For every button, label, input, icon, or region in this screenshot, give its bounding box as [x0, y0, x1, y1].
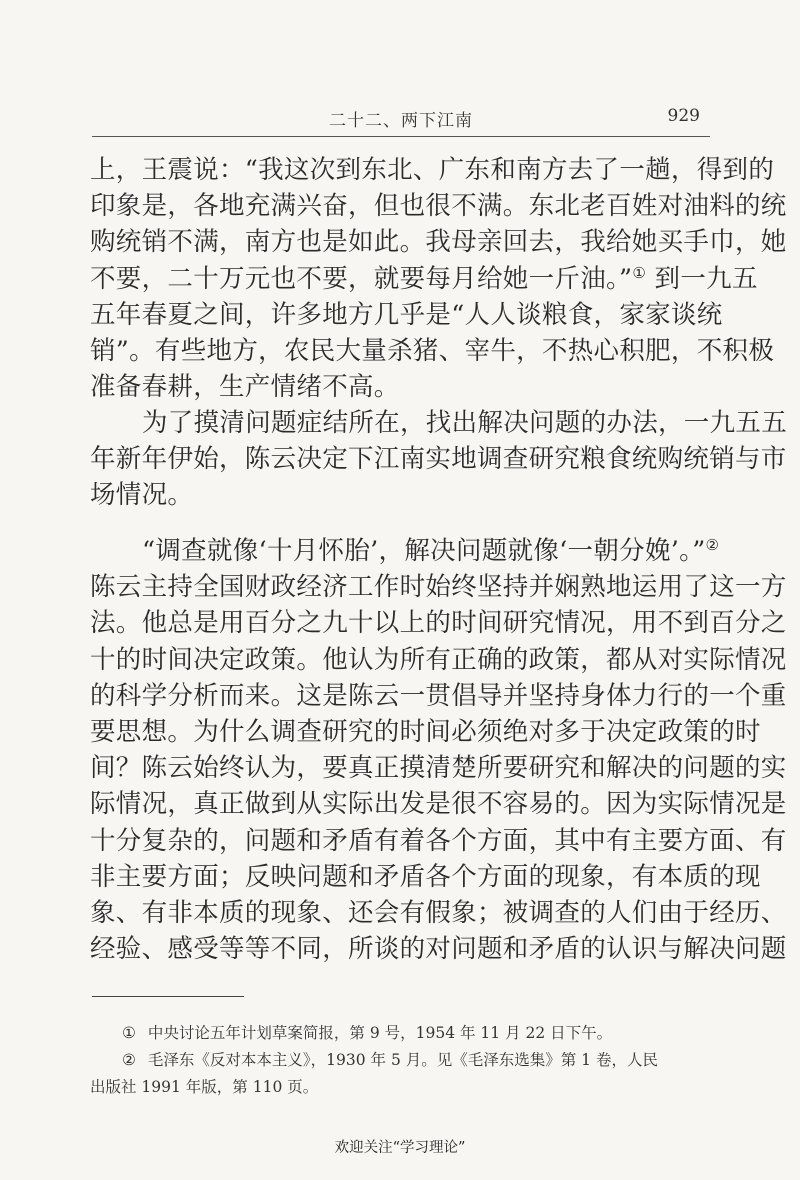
text-line: 五年春夏之间，许多地方几乎是“人人谈粮食，家家谈统 [90, 299, 723, 330]
text-line: 准备春耕，生产情绪不高。 [90, 372, 400, 403]
footnote-2 [90, 1047, 714, 1074]
paragraph-1 [90, 152, 787, 405]
footnote-1 [90, 1020, 714, 1047]
footnote-ref-1: ① [632, 263, 647, 282]
text-line: 陈云主持全国财政经济工作时始终坚持并娴熟地运用了这一方 [90, 572, 787, 603]
footnote-ref-2: ② [705, 536, 720, 554]
text-line: 印象是，各地充满兴奋，但也很不满。东北老百姓对油料的统 [90, 191, 787, 222]
footnote-divider [92, 996, 244, 997]
text-line: 际情况，真正做到从实际出发是很不容易的。因为实际情况是 [90, 789, 787, 820]
text-segment: “调查就像‘十月怀胎’，解决问题就像‘一朝分娩’。” [142, 536, 706, 566]
text-line: 为了摸清问题症结所在，找出解决问题的办法，一九五五 [142, 408, 788, 438]
text-line-with-note [90, 533, 720, 569]
text-line: 销”。有些地方，农民大量杀猪、宰牛，不热心积肥，不积极 [90, 336, 775, 367]
footnote-mark: ① [122, 1024, 136, 1042]
watermark-caption: 欢迎关注“学习理论” [334, 1140, 466, 1156]
footnote-text: 中央讨论五年计划草案简报，第 9 号，1954 年 11 月 22 日下午。 [147, 1024, 613, 1042]
footnotes [90, 1020, 714, 1101]
text-line: 经验、感受等等不同，所谈的对问题和矛盾的认识与解决问题 [90, 934, 787, 965]
footnote-mark: ② [122, 1051, 136, 1069]
paragraph-2 [90, 405, 788, 514]
footnote-2-continuation: 出版社 1991 年版，第 110 页。 [90, 1078, 319, 1096]
text-line: 场情况。 [90, 480, 194, 511]
paragraph-3 [90, 533, 787, 967]
text-line: 间？陈云始终认为，要真正摸清楚所要研究和解决的问题的实 [90, 753, 787, 784]
running-header [92, 104, 710, 137]
text-line: 要思想。为什么调查研究的时间必须绝对多于决定政策的时 [90, 717, 761, 748]
text-line: 十分复杂的，问题和矛盾有着各个方面，其中有主要方面、有 [90, 825, 787, 856]
page-number: 929 [667, 106, 700, 126]
text-segment: 不要，二十万元也不要，就要每月给她一斤油。” [90, 263, 633, 294]
text-line: 象、有非本质的现象、还会有假象；被调查的人们由于经历、 [90, 898, 787, 929]
text-segment: 到一九五 [646, 263, 758, 294]
text-line: 上，王震说：“我这次到东北、广东和南方去了一趟，得到的 [90, 155, 775, 185]
footnote-text: 毛泽东《反对本本主义》，1930 年 5 月。见《毛泽东选集》第 1 卷，人民 [147, 1051, 658, 1069]
text-line: 非主要方面；反映问题和矛盾各个方面的现象，有本质的现 [90, 861, 761, 892]
chapter-title: 二十二、两下江南 [329, 111, 473, 131]
text-line: 年新年伊始，陈云决定下江南实地调查研究粮食统购统销与市 [90, 444, 787, 475]
text-line: 法。他总是用百分之九十以上的时间研究情况，用不到百分之 [90, 608, 787, 639]
text-line: 十的时间决定政策。他认为所有正确的政策，都从对实际情况 [90, 644, 787, 675]
text-line: 购统销不满，南方也是如此。我母亲回去，我给她买手巾，她 [90, 227, 787, 258]
text-line: 的科学分析而来。这是陈云一贯倡导并坚持身体力行的一个重 [90, 680, 787, 711]
text-line-with-note [90, 261, 758, 297]
